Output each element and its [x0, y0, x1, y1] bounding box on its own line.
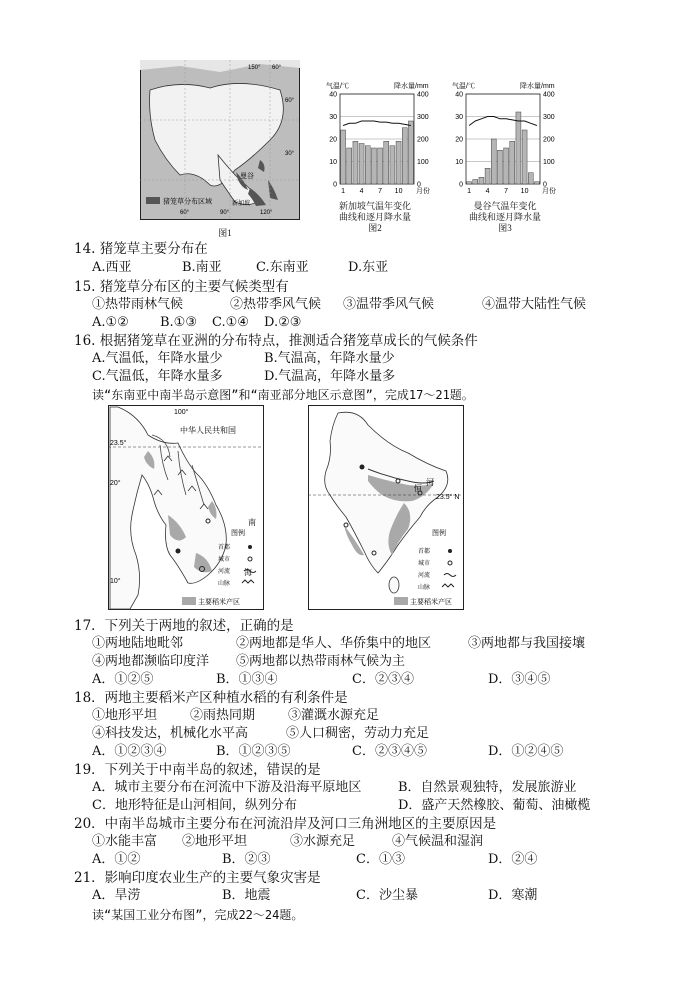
reading-instruction-2: 读“某国工业分布图”，完成22～24题。: [92, 908, 304, 922]
q20-item-1: ①水能丰富: [92, 834, 158, 849]
precip-bar: [371, 148, 376, 184]
q15-option-b: B.①③: [160, 315, 197, 330]
temp-tick-label: 30: [329, 114, 337, 121]
q18-item-3: ③灌溉水源充足: [288, 708, 380, 723]
legend-river: 河流: [418, 573, 431, 579]
month-tick-label: 1: [341, 188, 346, 195]
q20-option-b: B．②③: [222, 852, 271, 867]
lon-label: 90°: [220, 210, 230, 216]
precip-bar: [485, 168, 490, 184]
precip-tick-label: 0: [543, 181, 547, 189]
q18-item-4: ④科技发达，机械化水平高: [92, 726, 249, 741]
precip-bar: [528, 173, 533, 184]
sea-label-1: 南: [248, 518, 256, 527]
precip-tick-label: 100: [417, 159, 429, 166]
lat-20-label: 20°: [110, 480, 121, 487]
q20-item-2: ②地形平坦: [182, 834, 248, 849]
lat-label: 30°: [285, 151, 295, 157]
q15-option-c: C.①④: [212, 315, 249, 330]
lat-label: 60°: [285, 98, 295, 104]
lon-label: 120°: [260, 210, 273, 216]
fig2-caption-1: 新加坡气温年变化: [338, 201, 411, 211]
precip-axis-label: 降水量/mm: [520, 83, 555, 90]
precip-bar: [402, 128, 407, 184]
q15-item-1: ①热带雨林气候: [92, 297, 184, 312]
fig2-caption-2: 曲线和逐月降水量: [338, 212, 411, 222]
legend-rice: 主要稻米产区: [410, 599, 452, 606]
asia-distribution-map: [140, 60, 300, 220]
precip-bar: [378, 148, 383, 184]
q14-option-a: A.西亚: [92, 260, 132, 275]
month-tick-label: 4: [359, 188, 364, 195]
precip-tick-label: 200: [417, 136, 429, 144]
fig3-caption-2: 曲线和逐月降水量: [468, 212, 541, 222]
q18-option-c: C．②③④⑤: [352, 744, 427, 759]
q21-option-b: B．地震: [222, 888, 271, 903]
legend-title: 图例: [231, 530, 245, 537]
precip-tick-label: 100: [543, 159, 555, 166]
q19-option-c: C．地形特征是山河相间，纵列分布: [92, 798, 297, 813]
precip-tick-label: 0: [417, 181, 421, 189]
sea-label-2: 海: [244, 568, 252, 577]
legend-mountain: 山脉: [218, 581, 231, 587]
legend-mountain: 山脉: [418, 585, 431, 591]
q21-option-c: C．沙尘暴: [356, 888, 418, 903]
q21-option-a: A．旱涝: [92, 888, 141, 903]
reading-instruction: 读“东南亚中南半岛示意图”和“南亚部分地区示意图”，完成17～21题。: [92, 388, 474, 402]
q18-item-2: ②雨热同期: [190, 708, 256, 723]
ganges-label-2: 河: [426, 478, 434, 487]
singapore-climate-chart: [318, 78, 438, 202]
precip-bar: [479, 177, 484, 184]
fig3-caption-1: 曼谷气温年变化: [473, 201, 537, 211]
precip-bar: [390, 146, 395, 184]
temp-tick-label: 40: [455, 91, 463, 99]
month-tick-label: 10: [520, 188, 529, 195]
fig3-caption-3: 图3: [498, 223, 512, 233]
q19-option-a: A．城市主要分布在河流中下游及沿海平原地区: [92, 780, 362, 795]
question-17: 17．下列关于两地的叙述，正确的是: [74, 618, 294, 634]
q16-option-b: B.气温高，年降水量少: [264, 351, 395, 366]
q17-item-1: ①两地陆地毗邻: [92, 636, 184, 651]
legend-label: 猪笼草分布区域: [163, 198, 212, 206]
question-18: 18．两地主要稻米产区种植水稻的有利条件是: [74, 690, 348, 706]
month-axis-label: 月份: [416, 188, 430, 195]
precip-tick-label: 200: [543, 136, 555, 144]
month-tick-label: 4: [485, 188, 490, 195]
q14-option-b: B.南亚: [182, 260, 222, 275]
q16-option-a: A.气温低，年降水量少: [92, 351, 223, 366]
q18-option-b: B．①②③⑤: [216, 744, 291, 759]
q15-item-2: ②热带季风气候: [230, 297, 322, 312]
question-20: 20．中南半岛城市主要分布在河流沿岸及河口三角洲地区的主要原因是: [74, 816, 497, 832]
q16-option-c: C.气温低，年降水量多: [92, 369, 223, 384]
indochina-map: [108, 405, 264, 610]
q17-item-5: ⑤两地都以热带雨林气候为主: [236, 654, 406, 669]
month-tick-label: 7: [504, 188, 509, 195]
q19-option-d: D．盛产天然橡胶、葡萄、油橄榄: [398, 798, 591, 813]
precip-bar: [510, 141, 515, 184]
temp-tick-label: 30: [455, 114, 463, 121]
precip-bar: [347, 148, 352, 184]
legend-river: 河流: [218, 569, 231, 575]
temp-tick-label: 10: [455, 159, 463, 166]
ganges-label-1: 恒: [414, 484, 422, 493]
question-14: 14. 猪笼草主要分布在: [74, 241, 208, 257]
month-axis-label: 月份: [542, 188, 556, 195]
precip-bar: [497, 150, 502, 184]
q16-option-d: D.气温高，年降水量多: [264, 369, 396, 384]
temperature-curve: [469, 117, 537, 126]
city-label-bangkok: 曼谷: [240, 173, 254, 180]
fig2-caption-3: 图2: [368, 223, 382, 233]
precip-tick-label: 300: [543, 114, 555, 121]
q15-option-d: D.②③: [264, 315, 302, 330]
temp-tick-label: 10: [329, 159, 337, 166]
precip-tick-label: 400: [417, 91, 429, 99]
precip-bar: [365, 146, 370, 184]
precip-bar: [359, 144, 364, 185]
legend-swatch: [146, 197, 160, 204]
month-tick-label: 7: [378, 188, 383, 195]
q17-option-d: D．③④⑤: [488, 672, 551, 687]
lon-100-label: 100°: [174, 409, 189, 416]
temp-tick-label: 20: [455, 136, 463, 144]
q14-option-d: D.东亚: [348, 260, 389, 275]
q20-option-c: C．①③: [356, 852, 405, 867]
question-15: 15. 猪笼草分布区的主要气候类型有: [74, 279, 289, 295]
legend-rice: 主要稻米产区: [198, 599, 240, 606]
precip-bar: [467, 182, 472, 184]
q15-option-a: A.①②: [92, 315, 129, 330]
q17-option-b: B．①③④: [216, 672, 278, 687]
precip-bar: [353, 141, 358, 184]
legend-capital: 首都: [218, 545, 231, 551]
q17-item-4: ④两地都濒临印度洋: [92, 654, 210, 669]
precip-bar: [534, 182, 539, 184]
temp-tick-label: 0: [459, 181, 463, 189]
q19-option-b: B．自然景观独特，发展旅游业: [398, 780, 577, 795]
q18-item-5: ⑤人口稠密，劳动力充足: [286, 726, 430, 741]
precip-bar: [516, 112, 521, 184]
precip-bar: [504, 148, 509, 184]
precip-tick-label: 300: [417, 114, 429, 121]
fig1-caption: 图1: [218, 228, 232, 238]
south-asia-map: [308, 405, 464, 610]
lon-label: 60°: [272, 65, 282, 71]
lon-label: 60°: [180, 210, 190, 216]
precip-bar: [341, 130, 346, 184]
month-tick-label: 10: [394, 188, 403, 195]
temp-tick-label: 0: [333, 181, 337, 189]
china-label: 中华人民共和国: [180, 426, 236, 435]
legend-title: 图例: [432, 530, 446, 537]
month-tick-label: 1: [467, 188, 472, 195]
precip-axis-label: 降水量/mm: [394, 83, 429, 90]
question-16: 16. 根据猪笼草在亚洲的分布特点，推测适合猪笼草成长的气候条件: [74, 333, 478, 349]
q17-item-2: ②两地都是华人、华侨集中的地区: [236, 636, 432, 651]
lat-23-label: 23.5° N: [436, 494, 460, 501]
q21-option-d: D．寒潮: [488, 888, 538, 903]
precip-tick-label: 400: [543, 91, 555, 99]
q18-item-1: ①地形平坦: [92, 708, 158, 723]
lat-10-label: 10°: [110, 578, 121, 585]
lon-label: 150°: [248, 65, 261, 71]
precip-bar: [408, 121, 413, 184]
precip-bar: [522, 130, 527, 184]
precip-bar: [396, 141, 401, 184]
q18-option-a: A．①②③④: [92, 744, 167, 759]
q18-option-d: D．①②④⑤: [488, 744, 564, 759]
q20-option-d: D．②④: [488, 852, 538, 867]
precip-bar: [491, 139, 496, 184]
city-label-singapore: 新加坡: [232, 201, 251, 207]
question-21: 21．影响印度农业生产的主要气象灾害是: [74, 870, 321, 886]
q20-item-4: ④气候温和湿润: [392, 834, 484, 849]
q17-option-a: A．①②⑤: [92, 672, 154, 687]
legend-city: 城市: [418, 561, 431, 567]
legend-capital: 首都: [418, 549, 431, 555]
bangkok-climate-chart: [444, 78, 564, 202]
temp-tick-label: 20: [329, 136, 337, 144]
q14-option-c: C.东南亚: [256, 260, 309, 275]
q17-option-c: C．②③④: [352, 672, 414, 687]
temp-tick-label: 40: [329, 91, 337, 99]
temp-axis-label: 气温/℃: [452, 83, 475, 90]
q20-option-a: A．①②: [92, 852, 141, 867]
temperature-curve: [343, 121, 411, 126]
legend-city: 城市: [218, 557, 231, 563]
q15-item-4: ④温带大陆性气候: [482, 297, 587, 312]
q15-item-3: ③温带季风气候: [343, 297, 435, 312]
question-19: 19．下列关于中南半岛的叙述，错误的是: [74, 762, 321, 778]
q17-item-3: ③两地都与我国接壤: [468, 636, 586, 651]
lat-23-label: 23.5°: [110, 440, 127, 447]
precip-bar: [473, 180, 478, 185]
precip-bar: [384, 141, 389, 184]
temp-axis-label: 气温/℃: [326, 83, 349, 90]
q20-item-3: ③水源充足: [290, 834, 356, 849]
